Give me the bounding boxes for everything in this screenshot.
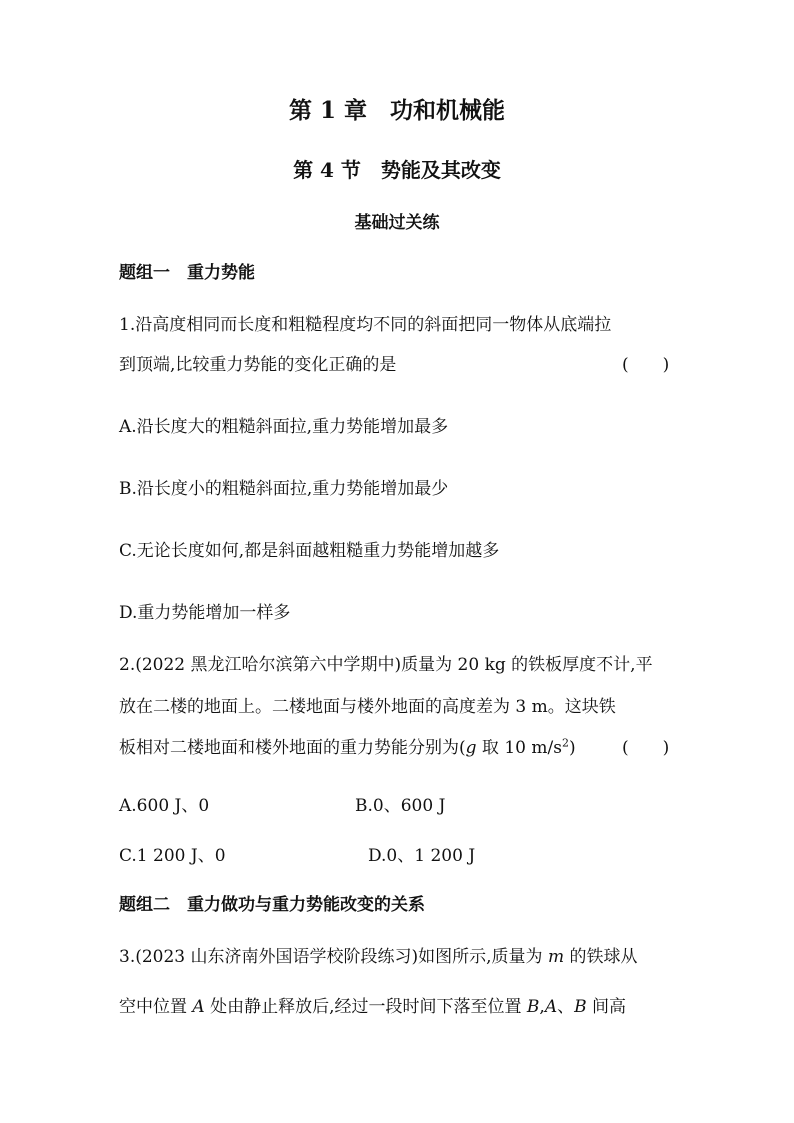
position-a-symbol-2: A	[544, 997, 558, 1017]
question-1-line-1: 1.沿高度相同而长度和粗糙程度均不同的斜面把同一物体从底端拉	[119, 315, 612, 335]
position-a-symbol: A	[192, 997, 205, 1017]
question-3-line-1	[119, 946, 638, 968]
chapter-title: 第 1 章 功和机械能	[288, 97, 506, 124]
question-3-line-1-text: 3.(2023 山东济南外国语学校阶段练习)如图所示,质量为	[119, 947, 548, 967]
question-2-option-d: D.0、1 200 J	[368, 846, 476, 866]
question-1-option-b: B.沿长度小的粗糙斜面拉,重力势能增加最少	[119, 479, 449, 499]
exponent: 2	[561, 736, 569, 750]
question-2-line-3-text: 板相对二楼地面和楼外地面的重力势能分别为(	[119, 738, 466, 758]
question-3-line-1-end: 的铁球从	[564, 947, 638, 967]
exercise-subtitle: 基础过关练	[354, 213, 440, 233]
question-2-option-b: B.0、600 J	[355, 796, 446, 816]
question-1-line-2: 到顶端,比较重力势能的变化正确的是	[119, 355, 397, 375]
question-group-1-heading: 题组一 重力势能	[119, 263, 255, 283]
gravity-symbol: g	[465, 738, 477, 758]
question-2-close-paren: )	[568, 738, 576, 758]
question-3-line-2-end: 间高	[586, 997, 626, 1017]
question-3-line-2-mid: 处由静止释放后,经过一段时间下落至位置	[204, 997, 527, 1017]
question-2-line-3	[119, 737, 576, 759]
question-1-answer-bracket: ( )	[622, 355, 670, 375]
question-1-option-c: C.无论长度如何,都是斜面越粗糙重力势能增加越多	[119, 541, 500, 561]
question-1-option-d: D.重力势能增加一样多	[119, 603, 291, 623]
question-3-separator: 、	[557, 997, 575, 1017]
position-b-symbol-2: B	[574, 997, 587, 1017]
question-group-2-heading: 题组二 重力做功与重力势能改变的关系	[119, 895, 425, 915]
question-3-line-2-text: 空中位置	[119, 997, 193, 1017]
section-title: 第 4 节 势能及其改变	[293, 158, 501, 182]
question-3-comma: ,	[539, 997, 545, 1017]
question-2-answer-bracket: ( )	[622, 738, 670, 758]
position-b-symbol: B	[526, 997, 540, 1017]
question-2-gravity-value: 取 10 m/s	[476, 738, 562, 758]
question-1-option-a: A.沿长度大的粗糙斜面拉,重力势能增加最多	[119, 417, 449, 437]
question-2-option-c: C.1 200 J、0	[119, 846, 226, 866]
question-2-option-a: A.600 J、0	[119, 796, 210, 816]
question-2-line-1: 2.(2022 黑龙江哈尔滨第六中学期中)质量为 20 kg 的铁板厚度不计,平	[119, 655, 653, 675]
mass-symbol: m	[547, 947, 565, 967]
question-3-line-2	[119, 996, 626, 1018]
question-2-line-2: 放在二楼的地面上。二楼地面与楼外地面的高度差为 3 m。这块铁	[119, 697, 616, 717]
